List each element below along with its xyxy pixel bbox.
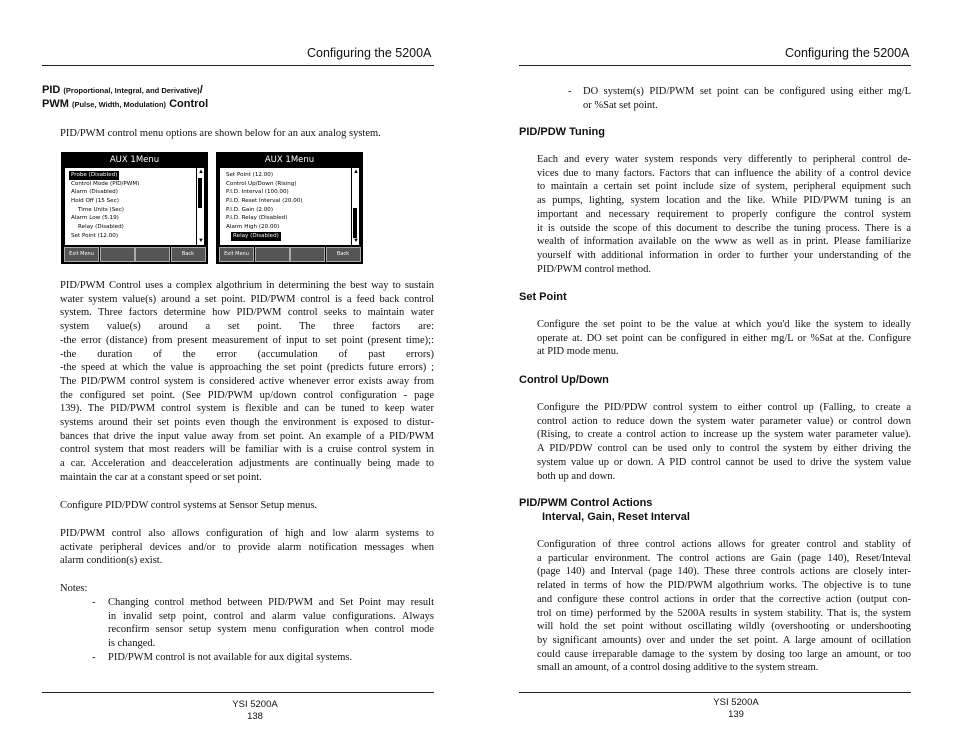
scrollbar[interactable] (196, 168, 204, 245)
menu-item-label: Probe (Disabled) (71, 172, 118, 178)
text-line: could cause irreparable damage to the system by dosing too large an amount, or too (537, 648, 911, 660)
text-line: -the error (distance) from present measurement of input to set point (present time);: (60, 334, 434, 346)
text-line: -the speed at which the value is approaching the set point (predicts future errors) ; (60, 362, 434, 374)
text-line: Configure the PID/PDW control system to either control up (Falling, to create a (537, 402, 911, 413)
menu-list (226, 171, 303, 241)
text-line: Changing control method between PID/PWM and Set Point may result (108, 597, 434, 608)
softkeys (64, 247, 205, 261)
right-page (477, 0, 954, 738)
text-line: it is outside the scope of this document to describe the tuning process. There is a (537, 222, 911, 234)
bullet-dash: - (568, 86, 572, 97)
menu-item[interactable] (71, 214, 139, 223)
text-line: Configure the set point to be the value at which you'd like the system to ideally (537, 319, 911, 330)
text-line: at PID mode menu. (537, 346, 619, 358)
menu-item-label: P.I.D. Interval (100.00) (226, 189, 289, 196)
menu-item-label: Alarm Low (5.19) (71, 215, 119, 222)
screen-title: AUX 1Menu (109, 155, 160, 165)
text-line: as pumps, lighting, system location and the like. While PID/PWM tuning is an (537, 195, 911, 207)
text-line: by significant amounts) over and under the set point. A large amount of ocillation (537, 634, 911, 646)
aux-menu-screen-2 (216, 152, 363, 264)
text-line: -the duration of the error (accumulation of past errors) (60, 348, 434, 360)
menu-item-label: Relay (Disabled) (78, 224, 124, 231)
page-header: Configuring the 5200A (307, 46, 432, 60)
menu-list (71, 171, 139, 241)
text-line: The PID/PWM control system is considered active whenever error exists away from (60, 375, 434, 387)
menu-item[interactable] (226, 232, 303, 241)
page-header: Configuring the 5200A (785, 46, 910, 60)
menu-item[interactable] (71, 232, 139, 241)
text-line: trol on time) performed by the 5200A results in system stability. That is, the system (537, 607, 911, 619)
menu-item-label: Set Point (12.00) (71, 232, 119, 239)
softkeys (219, 247, 360, 261)
text-line: alarm condition(s) exist. (60, 555, 163, 567)
heading-tuning: PID/PDW Tuning (519, 126, 605, 138)
scroll-down-icon: ▼ (353, 238, 359, 244)
note-2: PID/PWM control is not available for aux digital systems. (108, 652, 353, 663)
text-line: in invalid setp point, control and alarm value configurations. Always (108, 610, 434, 622)
menu-item[interactable] (71, 206, 139, 215)
menu-item-label: Hold Off (15 Sec) (71, 198, 119, 205)
menu-item[interactable] (71, 223, 139, 232)
text-line: system. Three factors determine how PID/PWM control seeks to maintain water (60, 307, 434, 319)
text-line: PID/PWM control method. (537, 263, 652, 275)
text-line: yourself with additional information in order to further your understanding of the (537, 249, 911, 261)
section-heading-pwm: PWM (Pulse, Width, Modulation) Control (42, 98, 209, 110)
scroll-up-icon: ▲ (198, 169, 204, 175)
menu-item-label: Control Mode (PID/PWM) (71, 180, 140, 187)
softkey-2[interactable] (255, 247, 290, 262)
text-line: Each and every water system responds very differently to peripheral control de- (537, 154, 911, 165)
menu-item-label: Alarm High (20.00) (226, 224, 280, 231)
menu-item-label: Alarm (Disabled) (71, 189, 118, 196)
menu-item[interactable] (226, 180, 303, 189)
text-line: is changed. (108, 638, 156, 650)
scroll-up-icon: ▲ (353, 169, 359, 175)
aux-menu-screen-1 (61, 152, 208, 264)
text-line: or %Sat set point. (583, 99, 658, 111)
text-line: system value up or down. A PID control cannot be used to drive the system value (537, 456, 911, 468)
menu-item[interactable] (71, 188, 139, 197)
page-number: 139 (728, 709, 744, 720)
text-line: (Rising, to create a control action to increase up the system water parameter value). (537, 429, 911, 441)
text-line: DO system(s) PID/PWM set point can be configured using either mg/L (583, 86, 911, 97)
bullet-dash: - (92, 597, 96, 608)
menu-item[interactable] (226, 197, 303, 206)
menu-item-label: P.I.D. Gain (2.00) (226, 206, 274, 213)
bullet-dash: - (92, 652, 96, 663)
text-line: a car. Acceleration and deacceleration adjustments are continually being made to (60, 458, 434, 470)
menu-item[interactable] (226, 171, 303, 180)
text-line: related in terms of how the PID/PWM algothrium works. The objective is to tune (537, 580, 911, 592)
menu-item[interactable] (71, 197, 139, 206)
configure-text: Configure PID/PDW control systems at Sensor Setup menus. (60, 500, 318, 511)
softkey-4[interactable]: Back (326, 247, 361, 262)
page-number: 138 (247, 711, 263, 722)
text-line: maintain the car at a constant speed or set point. (60, 471, 262, 483)
text-line: PID/PWM Control uses a complex algothrium in determining the best way to sustain (60, 280, 434, 291)
softkey-4[interactable]: Back (171, 247, 206, 262)
heading-control-updown: Control Up/Down (519, 374, 609, 386)
menu-item[interactable] (226, 188, 303, 197)
menu-item-label: Relay (Disabled) (233, 232, 279, 239)
footer-title: YSI 5200A (232, 699, 278, 710)
text-line: water system value(s) around a set point. PID/PWM control is a feed back control (60, 293, 434, 305)
header-rule (42, 65, 434, 66)
menu-item[interactable] (71, 171, 139, 180)
text-line: 139). The PID/PWM control system is flexible and can be tuned to keep water (60, 403, 434, 415)
text-line: Configuration of three control actions allows for greater control and stablity of (537, 539, 911, 550)
screen-title: AUX 1Menu (264, 155, 315, 165)
text-line: both up and down. (537, 470, 616, 482)
text-line: bances that drive the input value away from set point. An example of a PID/PWM (60, 430, 434, 442)
text-line: reconfirm sensor setup system menu configuration when control mode (108, 624, 434, 636)
section-heading-pid: PID (Proportional, Integral, and Derivative)/ (42, 84, 203, 96)
menu-item[interactable] (226, 223, 303, 232)
menu-item-label: Set Point (12.00) (226, 172, 274, 178)
text-line: to maintain a certain set point include size of system, peripheral equipment such (537, 181, 911, 193)
softkey-3[interactable] (135, 247, 170, 262)
text-line: operate at. DO set point can be configured in either mg/L or %Sat at the. Configure (537, 332, 911, 344)
text-line: a particular environment. The control actions are Gain (page 140), Reset/Inteval (537, 552, 911, 564)
softkey-2[interactable] (100, 247, 135, 262)
text-line: wealth of information available on the www as well as in print. Please familiarize (537, 236, 911, 248)
menu-item-label: P.I.D. Relay (Disabled) (226, 215, 288, 222)
softkey-3[interactable] (290, 247, 325, 262)
text-line: A PID/PDW control can be used only to control the system by either driving the (537, 443, 911, 455)
footer-rule (519, 692, 911, 693)
menu-item-label: Control Up/Down (Rising) (226, 180, 297, 187)
text-line: PID/PWM control also allows configuration of high and low alarm systems to (60, 528, 434, 539)
softkey-1[interactable]: Exit Menu (64, 247, 99, 262)
text-line: systems around their set points even though the environment is exposed to distur- (60, 417, 434, 428)
text-line: will hold the set point without oscillating wildly (overshooting or undershooting (537, 621, 911, 633)
header-rule (519, 65, 911, 66)
text-line: activate peripheral devices and/or to provide alarm notification messages when (60, 541, 434, 553)
menu-item[interactable] (226, 214, 303, 223)
text-line: control system that most readers will be familiar with is a cruise control system in (60, 444, 434, 456)
menu-item-label: Time Units (Sec) (78, 206, 124, 213)
text-line: vices due to many factors. Factors that can influence the ability of a control device (537, 167, 911, 179)
intro-text: PID/PWM control menu options are shown below for an aux analog system. (60, 128, 381, 139)
text-line: (page 140) and Interval (page 140). These three controls actions are closely inter- (537, 566, 911, 578)
text-line: small an amount, of a control dosing additive to the system stream. (537, 662, 819, 674)
scroll-down-icon: ▼ (198, 238, 204, 244)
page-footer (215, 699, 295, 723)
heading-control-actions: PID/PWM Control Actions (519, 497, 653, 509)
page-footer (696, 697, 776, 721)
heading-setpoint: Set Point (519, 291, 567, 303)
text-line: system value(s) around a set point. The three factors are: (60, 321, 434, 333)
text-line: the configured set point. (See PID/PWM up/down control configuration - page (60, 389, 434, 401)
scroll-thumb[interactable] (198, 178, 202, 208)
menu-item[interactable] (71, 180, 139, 189)
text-line: control action to reduce down the system water parameter value) or control down (537, 415, 911, 427)
text-line: important and necessary requirement to properly configure the control system (537, 208, 911, 220)
scroll-thumb[interactable] (353, 208, 357, 238)
subheading-actions: Interval, Gain, Reset Interval (542, 511, 690, 523)
text-line: and configure these control actions in order that the corrective action (output con- (537, 593, 911, 605)
menu-item[interactable] (226, 206, 303, 215)
menu-item-label: P.I.D. Reset Interval (20.00) (226, 198, 303, 205)
notes-label: Notes: (60, 583, 88, 594)
footer-rule (42, 692, 434, 693)
scrollbar[interactable] (351, 168, 359, 245)
softkey-1[interactable]: Exit Menu (219, 247, 254, 262)
footer-title: YSI 5200A (713, 697, 759, 708)
